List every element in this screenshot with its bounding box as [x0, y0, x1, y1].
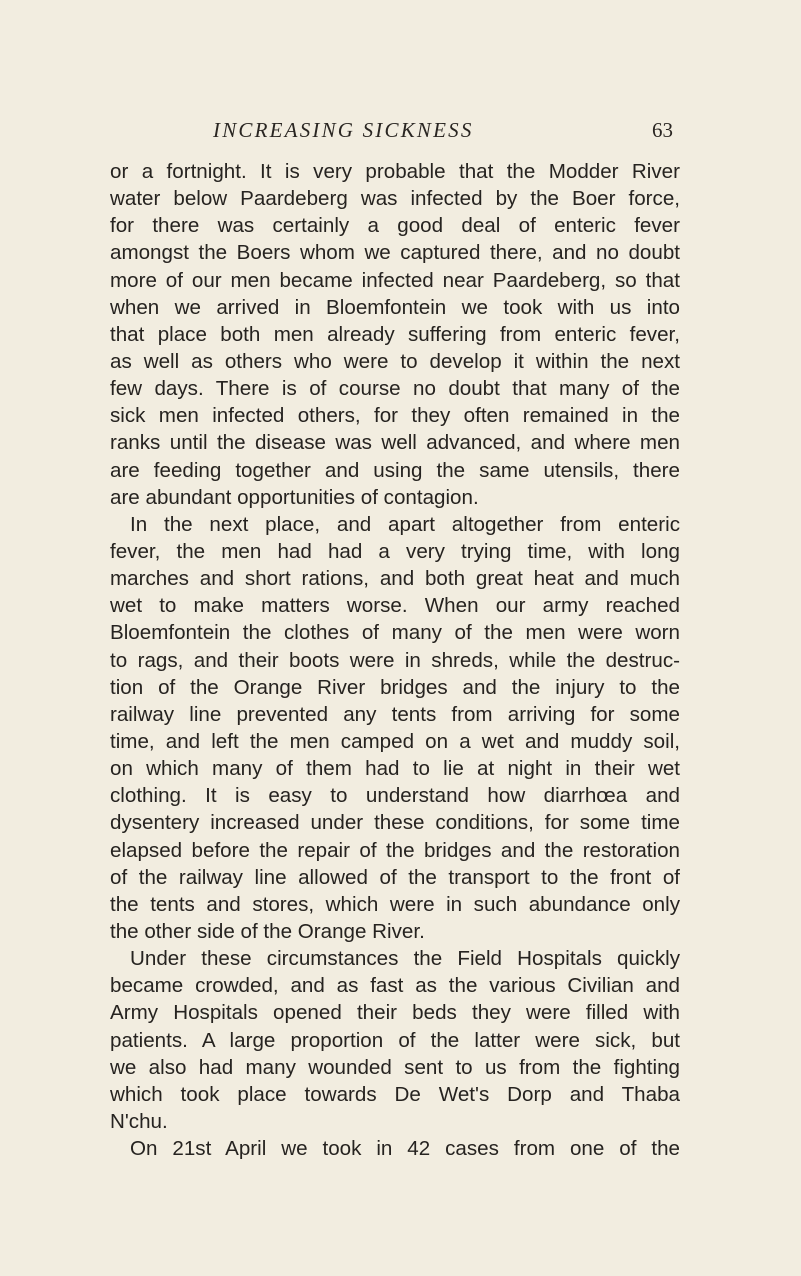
text-line: tion of the Orange River bridges and the injury to the — [110, 675, 680, 699]
text-line: sick men infected others, for they often remained in the — [110, 404, 680, 428]
text-line: clothing. It is easy to understand how diarrhœa and — [110, 784, 680, 808]
text-line: dysentery increased under these conditions, for some time — [110, 811, 680, 835]
text-line: In the next place, and apart altogether from enteric — [130, 512, 680, 536]
running-title: INCREASING SICKNESS — [213, 118, 474, 142]
page-number: 63 — [652, 118, 673, 142]
text-line: are feeding together and using the same utensils, there — [110, 458, 680, 482]
text-line: N'chu. — [110, 1109, 168, 1133]
text-line: are abundant opportunities of contagion. — [110, 485, 479, 509]
text-line: fever, the men had had a very trying time, with long — [110, 539, 680, 563]
text-line: railway line prevented any tents from arriving for some — [110, 702, 680, 726]
text-line: time, and left the men camped on a wet and muddy soil, — [110, 729, 680, 753]
text-line: few days. There is of course no doubt that many of the — [110, 377, 680, 401]
body-text — [110, 158, 680, 1162]
text-line: that place both men already suffering from enteric fever, — [110, 322, 680, 346]
text-line: on which many of them had to lie at night in their wet — [110, 757, 680, 781]
text-line: wet to make matters worse. When our army reached — [110, 594, 680, 618]
text-line: Bloemfontein the clothes of many of the men were worn — [110, 621, 680, 645]
text-line: when we arrived in Bloemfontein we took with us into — [110, 295, 680, 319]
text-line: of the railway line allowed of the transport to the front of — [110, 865, 680, 889]
text-line: to rags, and their boots were in shreds, while the destruc- — [110, 648, 680, 672]
text-line: which took place towards De Wet's Dorp and Thaba — [110, 1082, 680, 1106]
text-line: ranks until the disease was well advanced, and where men — [110, 431, 680, 455]
text-line: became crowded, and as fast as the various Civilian and — [110, 974, 680, 998]
text-line: we also had many wounded sent to us from the fighting — [110, 1055, 680, 1079]
text-line: or a fortnight. It is very probable that the Modder River — [110, 160, 680, 183]
text-line: more of our men became infected near Paardeberg, so that — [110, 268, 680, 292]
text-line: for there was certainly a good deal of enteric fever — [110, 214, 680, 238]
text-line: patients. A large proportion of the latter were sick, but — [110, 1028, 680, 1052]
text-line: amongst the Boers whom we captured there, and no doubt — [110, 241, 680, 265]
text-line: Army Hospitals opened their beds they were filled with — [110, 1001, 680, 1025]
text-line: marches and short rations, and both great heat and much — [110, 567, 680, 591]
text-line: the other side of the Orange River. — [110, 919, 425, 943]
text-line: Under these circumstances the Field Hospitals quickly — [130, 947, 680, 971]
text-line: the tents and stores, which were in such abundance only — [110, 892, 680, 916]
text-line: elapsed before the repair of the bridges and the restoration — [110, 838, 680, 862]
running-head — [0, 118, 801, 148]
text-line: On 21st April we took in 42 cases from one of the — [130, 1137, 680, 1161]
text-line: water below Paardeberg was infected by the Boer force, — [110, 187, 680, 211]
text-line: as well as others who were to develop it within the next — [110, 349, 680, 373]
